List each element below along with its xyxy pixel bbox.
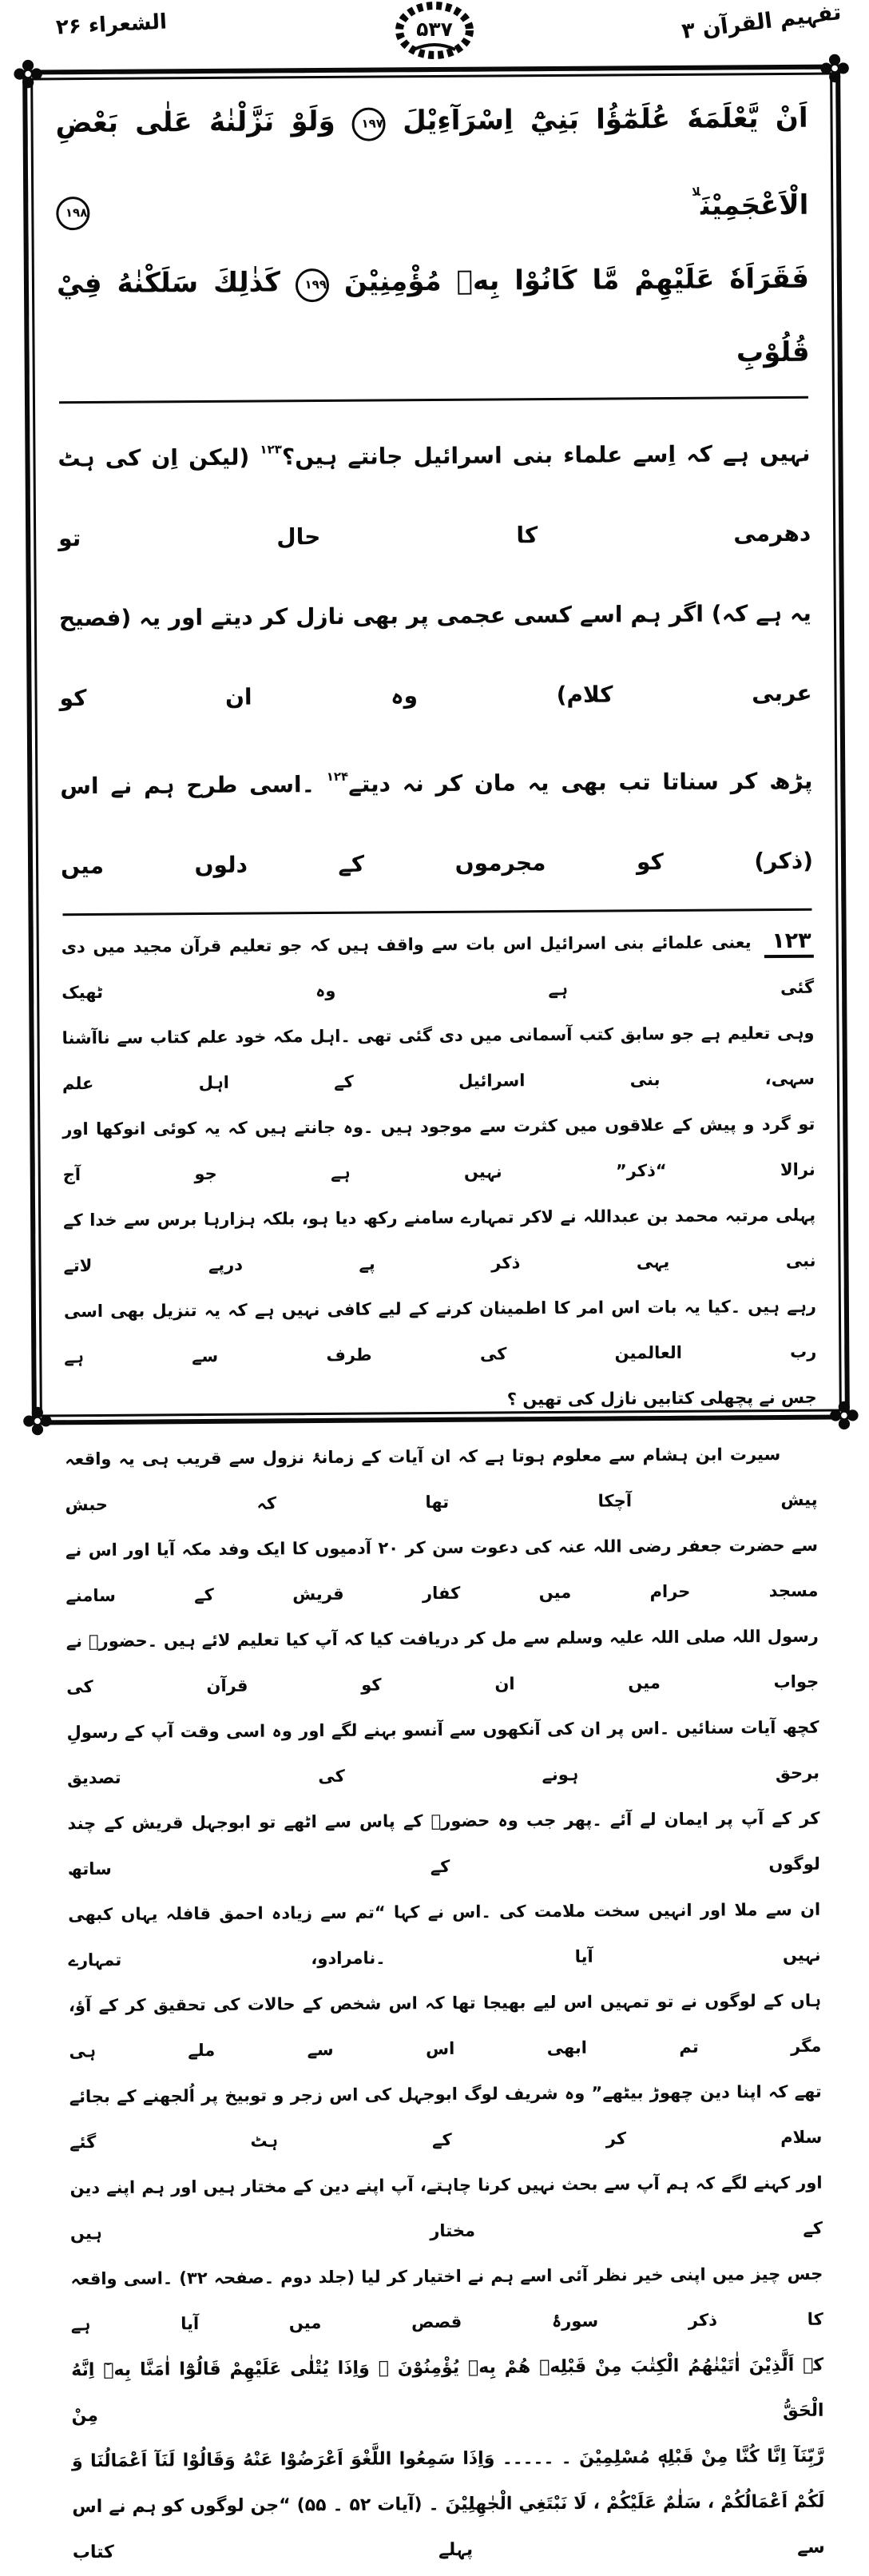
- page-frame: [22, 64, 850, 2563]
- commentary-line: کر کے آپ پر ایمان لے آئے ۔پھر جب وہ حضورؐ کے پاس سے اٹھے تو ابوجہل قریش کے چند لوگوں کے ساتھ: [67, 1808, 820, 1879]
- quran-text: اَنْ يَّعْلَمَهٗ عُلَمٰٓؤُا بَنِيْٓ اِسْرَآءِيْلَ: [403, 101, 808, 137]
- commentary-line: جس نے پچھلی کتابیں نازل کی تھیں ؟: [506, 1387, 817, 1409]
- commentary-line: تھے کہ اپنا دین چھوڑ بیٹھے” وہ شریف لوگ ابوجہل کی اس زجر و توبیخ پر اُلجھنے کے بجائے سلام کر کے ہٹ گئے: [69, 2081, 823, 2153]
- pause-mark: لا: [692, 185, 700, 199]
- translation-section: [58, 406, 813, 907]
- footnote-marker: ۱۲۳: [260, 442, 282, 457]
- ayah-number-badge: ۱۹۷: [352, 107, 386, 141]
- commentary-line: ہاں کے لوگوں نے تو تمہیں اس لیے بھیجا تھا کہ اس شخص کے حالات کی تحقیق کر کے آؤ، مگر تم ابھی اس سے ملے ہی: [68, 1990, 822, 2061]
- translation-text: (لیکن اِن کی ہٹ دھرمی کا حال تو: [58, 443, 811, 552]
- quran-line: [55, 81, 808, 248]
- footnote-marker: ۱۲۴: [326, 769, 349, 784]
- page-header: [0, 0, 869, 64]
- commentary-line: سے حضرت جعفر رضی اللہ عنہ کی دعوت سن کر ۲۰ آدمیوں کا ایک وفد مکہ آیا اور اس نے مسجد حرام میں کفار قریش کے سامنے: [65, 1535, 819, 1606]
- translation-text: ۔اسی طرح ہم نے اس (ذکر) کو مجرموں کے دلوں میں: [60, 771, 814, 880]
- page-body: [34, 77, 838, 2563]
- ayah-number-badge: ۱۹۸: [56, 197, 89, 230]
- translation-text: نہیں ہے کہ اِسے علماء بنی اسرائیل جانتے ہیں؟: [281, 439, 811, 471]
- quran-text: وَلَوْ نَزَّلْنٰهُ عَلٰى بَعْضِ الْاَعْجَمِيْنَ: [55, 105, 809, 222]
- commentary-line: جس چیز میں اپنی خیر نظر آئی اسے ہم نے اختیار کر لیا (جلد دوم ۔صفحہ ۳۲) ۔اسی واقعہ کا ذکر سورۂ قصص میں آیا ہے: [70, 2264, 823, 2335]
- ayah-number-badge: ۱۹۹: [296, 268, 329, 302]
- quran-section: [55, 81, 810, 395]
- commentary-line: اور کہنے لگے کہ ہم آپ سے بحث نہیں کرنا چاہتے، آپ اپنے دین کے مختار ہیں اور ہم اپنے دین کے مختار ہیں: [69, 2173, 823, 2244]
- commentary-line: کچھ آیات سنائیں ۔اس پر ان کی آنکھوں سے آنسو بہنے لگے اور وہ اسی وقت آپ کے رسولِ برحق ہونے کی تصدیق: [66, 1717, 820, 1788]
- surah-reference: الشعراء ۲۶: [55, 10, 168, 40]
- page-number: ۵۳۷: [416, 18, 453, 41]
- commentary-arabic-quote-line: رَّبِّنَآ اِنَّا كُنَّا مِنْ قَبْلِهٖ مُسْلِمِيْنَ ۔ ۔۔۔۔۔ وَاِذَا سَمِعُوا اللَّغْوَ اَعْرَضُوْا عَنْهُ وَقَالُوْا لَنَآ اَعْمَالُنَا وَ: [71, 2446, 825, 2472]
- book-title: تفہیم القرآن ۳: [681, 0, 843, 45]
- translation-line: [60, 733, 813, 907]
- quatrefoil-flower-icon: [821, 54, 848, 81]
- quran-line: [57, 242, 810, 395]
- commentary-line: وہی تعلیم ہے جو سابق کتب آسمانی میں دی گئی تھی ۔اہل مکہ خود علم کتاب سے ناآشنا سہی، بنی اسرائیل کے اہل علم: [62, 1023, 815, 1094]
- commentary-arabic-quote-line: کہ اَلَّذِيْنَ اٰتَيْنٰهُمُ الْكِتٰبَ مِنْ قَبْلِهٖ هُمْ بِهٖ يُؤْمِنُوْنَ ۔ وَاِذَا يُتْلٰى عَلَيْهِمْ قَالُوْٓا اٰمَنَّا بِهٖٓ اِنَّهُ الْحَقُّ مِنْ: [71, 2355, 824, 2427]
- commentary-text: یعنی علمائے بنی اسرائیل اس بات سے واقف ہیں کہ جو تعلیم قرآن مجید میں دی گئی ہے وہ ٹھیک: [61, 932, 815, 1003]
- commentary-line: [62, 918, 815, 1016]
- section-divider: [59, 396, 808, 404]
- commentary-line: سیرت ابن ہشام سے معلوم ہوتا ہے کہ ان آیات کے زمانۂ نزول سے قریب ہی یہ واقعہ پیش آچکا تھا کہ حبش: [65, 1445, 818, 1515]
- commentary-section: [62, 918, 825, 2576]
- footnote-number: ۱۲۳: [764, 928, 814, 958]
- translation-text: پڑھ کر سناتا تب بھی یہ مان کر نہ دیتے: [348, 767, 813, 797]
- page-number-medallion: [390, 0, 479, 64]
- commentary-line: ان سے ملا اور انہیں سخت ملامت کی ۔اس نے کہا “تم سے زیادہ احمق قافلہ یہاں کبھی نہیں آیا ۔نامرادو، تمہارے: [68, 1899, 821, 1970]
- section-divider: [62, 908, 811, 916]
- commentary-line: پہلی مرتبہ محمد بن عبداللہ نے لاکر تمہارے سامنے رکھ دیا ہو، بلکہ ہزارہا برس سے خدا کے نبی یہی ذکر پے درپے لاتے: [63, 1205, 816, 1276]
- commentary-line: تو گرد و پیش کے علاقوں میں کثرت سے موجود ہیں ۔وہ جانتے ہیں کہ یہ کوئی انوکھا اور نرالا “ذکر” نہیں ہے جو آج: [62, 1114, 815, 1185]
- quran-text: فَقَرَاَهٗ عَلَيْهِمْ مَّا كَانُوْا بِهٖ مُؤْمِنِيْنَ: [343, 262, 810, 298]
- quatrefoil-flower-icon: [14, 60, 42, 87]
- commentary-line: رسول اللہ صلی اللہ علیہ وسلم سے مل کر دریافت کیا کہ آپ کیا تعلیم لائے ہیں ۔حضورؐ نے جواب میں ان کو قرآن کی: [65, 1626, 819, 1697]
- quran-text: كَذٰلِكَ سَلَكْنٰهُ فِيْ قُلُوْبِ: [56, 266, 810, 369]
- translation-line: یہ ہے کہ) اگر ہم اسے کسی عجمی پر بھی نازل کر دیتے اور یہ (فصیح عربی کلام) وہ ان کو: [58, 599, 812, 712]
- translation-line: [58, 406, 811, 579]
- commentary-line: رہے ہیں ۔کیا یہ بات اس امر کا اطمینان کرنے کے لیے کافی نہیں ہے کہ یہ تنزیل بھی اسی رب العالمین کی طرف سے ہے: [63, 1296, 817, 1367]
- quatrefoil-flower-icon: [831, 1401, 858, 1429]
- quatrefoil-flower-icon: [24, 1407, 51, 1434]
- commentary-arabic-quote-line: لَكُمْ اَعْمَالُكُمْ ، سَلٰمٌ عَلَيْكُمْ ، لَا نَبْتَغِي الْجٰهِلِيْنَ ۔ (آیات ۵۲ ۔ ۵۵) “جن لوگوں کو ہم نے اس سے پہلے کتاب: [72, 2491, 825, 2563]
